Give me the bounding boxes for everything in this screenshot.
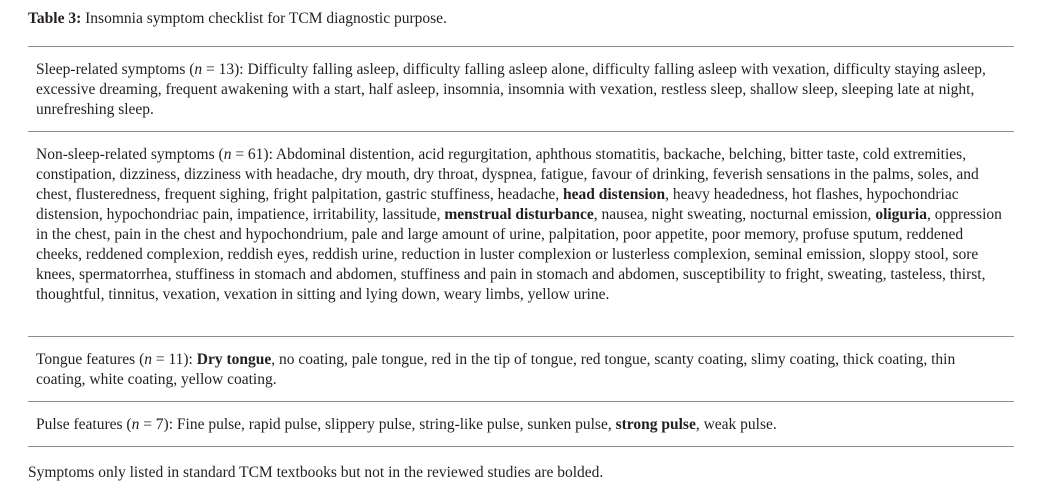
row-label: Non-sleep-related symptoms (: [36, 146, 224, 163]
bold-symptom: head distension: [563, 186, 666, 203]
symptom-text: Difficulty falling asleep, difficulty falling asleep alone, difficulty falling asleep with vexation, difficulty staying asleep, excessive dreaming, frequent awakening with a start, half asleep, insomnia, insomnia with vexation, restless sleep, shallow sleep, sleeping late at night, unrefreshing sleep.: [36, 61, 986, 118]
n-symbol: n: [194, 61, 203, 78]
table-caption-label: Table 3:: [28, 10, 82, 27]
table-bottom-rule: [28, 446, 1014, 447]
bold-symptom: strong pulse: [615, 416, 696, 433]
table-caption-text: Insomnia symptom checklist for TCM diagnostic purpose.: [81, 10, 447, 27]
n-symbol: n: [131, 416, 140, 433]
row-label: Tongue features (: [36, 351, 145, 368]
symptom-text: , oppression in the chest, pain in the chest and hypochondrium, pale and large amount of urine, palpitation, poor appetite, poor memory, profuse sputum, reddened cheeks, reddened complexion, reddish eyes, reddish urine, reduction in luster complexion or lusterless complexion, seminal emission, sloppy stool, sore knees, spermatorrhea, stuffiness in stomach and abdomen, stuffiness and pain in stomach and abdomen, susceptibility to fright, sweating, tasteless, thirst, thoughtful, tinnitus, vexation, vexation in sitting and lying down, weary limbs, yellow urine.: [36, 206, 1002, 303]
table-row-divider: [28, 131, 1014, 132]
non-sleep-related-symptoms-row: [36, 145, 1006, 305]
n-symbol: n: [223, 146, 232, 163]
row-count: = 61):: [231, 146, 276, 163]
table-caption: [28, 9, 447, 29]
n-symbol: n: [144, 351, 152, 368]
symptom-text: , heavy headedness, hot flashes, hypochondriac distension, hypochondriac pain, impatience, irritability, lassitude,: [36, 186, 959, 223]
row-count: = 7):: [139, 416, 177, 433]
symptom-text: , no coating, pale tongue, red in the tip of tongue, red tongue, scanty coating, slimy coating, thick coating, thin coating, white coating, yellow coating.: [36, 351, 956, 388]
row-count: = 11):: [151, 351, 197, 368]
row-label: Pulse features (: [36, 416, 132, 433]
pulse-features-row: [36, 415, 1006, 435]
table-footnote: Symptoms only listed in standard TCM textbooks but not in the reviewed studies are bolded.: [28, 464, 604, 481]
tongue-features-row: [36, 350, 1006, 390]
bold-symptom: menstrual disturbance: [444, 206, 594, 223]
symptom-text: , weak pulse.: [695, 416, 777, 433]
symptom-text: Fine pulse, rapid pulse, slippery pulse, string-like pulse, sunken pulse,: [176, 416, 616, 433]
table-top-rule: [28, 46, 1014, 47]
bold-symptom: oliguria: [875, 206, 927, 223]
bold-symptom: Dry tongue: [196, 351, 272, 368]
table-row-divider: [28, 336, 1014, 337]
symptom-text: Abdominal distention, acid regurgitation, aphthous stomatitis, backache, belching, bitter taste, cold extremities, constipation, dizziness, dizziness with headache, dry mouth, dry throat, dyspnea, fatigue, favour of drinking, feverish sensations in the palms, soles, and chest, flusteredness, frequent sighing, fright palpitation, gastric stuffiness, headache,: [36, 146, 979, 203]
row-count: = 13):: [202, 61, 248, 78]
row-label: Sleep-related symptoms (: [36, 61, 195, 78]
table-row-divider: [28, 401, 1014, 402]
sleep-related-symptoms-row: [36, 60, 1006, 120]
symptom-text: , nausea, night sweating, nocturnal emission,: [593, 206, 876, 223]
